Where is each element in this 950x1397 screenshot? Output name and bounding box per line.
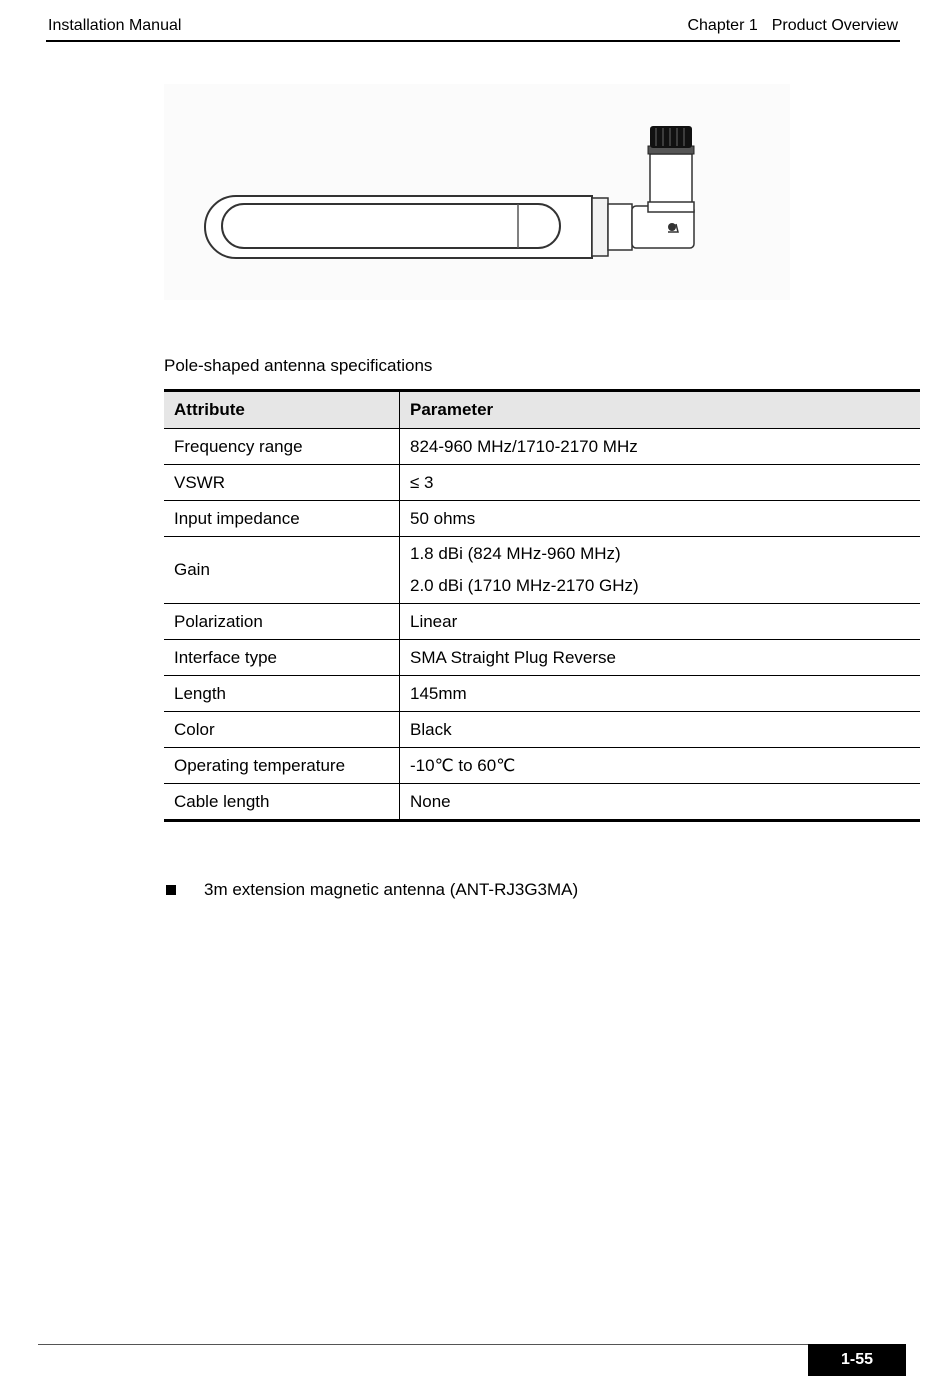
- table-row: [164, 784, 920, 821]
- bullet-list-item: [164, 880, 578, 900]
- chapter-heading: [687, 17, 898, 35]
- attribute-cell: VSWR: [164, 465, 400, 501]
- page-number: 1-55: [840, 1351, 874, 1368]
- parameter-cell: -10℃ to 60℃: [400, 748, 921, 784]
- parameter-cell: Linear: [400, 604, 921, 640]
- attribute-cell: Length: [164, 676, 400, 712]
- page-number-box: [808, 1344, 906, 1376]
- specifications-table: [164, 389, 920, 822]
- page-header: [46, 14, 900, 42]
- attribute-cell: Gain: [164, 537, 400, 604]
- parameter-cell: ≤ 3: [400, 465, 921, 501]
- table-row: [164, 604, 920, 640]
- attribute-cell: Operating temperature: [164, 748, 400, 784]
- square-bullet-icon: [166, 885, 176, 895]
- table-row: [164, 676, 920, 712]
- attribute-cell: Interface type: [164, 640, 400, 676]
- attribute-cell: Frequency range: [164, 429, 400, 465]
- parameter-cell: None: [400, 784, 921, 821]
- parameter-cell: 50 ohms: [400, 501, 921, 537]
- parameter-cell: Black: [400, 712, 921, 748]
- table-header-row: [164, 391, 920, 429]
- parameter-line: 2.0 dBi (1710 MHz-2170 GHz): [410, 576, 639, 595]
- footer-rule: [38, 1344, 808, 1345]
- table-row: [164, 712, 920, 748]
- chapter-title: Product Overview: [771, 17, 898, 34]
- table-row: [164, 429, 920, 465]
- header-parameter: Parameter: [400, 391, 921, 429]
- header-attribute: Attribute: [164, 391, 400, 429]
- attribute-cell: Polarization: [164, 604, 400, 640]
- table-row: [164, 537, 920, 604]
- parameter-cell: SMA Straight Plug Reverse: [400, 640, 921, 676]
- pole-antenna-illustration: [164, 84, 790, 300]
- attribute-cell: Input impedance: [164, 501, 400, 537]
- parameter-cell: 145mm: [400, 676, 921, 712]
- table-row: [164, 748, 920, 784]
- attribute-cell: Color: [164, 712, 400, 748]
- table-caption: Pole-shaped antenna specifications: [164, 356, 433, 375]
- parameter-line: 1.8 dBi (824 MHz-960 MHz): [410, 544, 621, 563]
- attribute-cell: Cable length: [164, 784, 400, 821]
- bullet-text: 3m extension magnetic antenna (ANT-RJ3G3MA): [204, 880, 579, 899]
- antenna-figure: [164, 84, 790, 300]
- manual-title: Installation Manual: [48, 17, 182, 34]
- chapter-number: Chapter 1: [687, 17, 758, 34]
- parameter-cell: 824-960 MHz/1710-2170 MHz: [400, 429, 921, 465]
- table-row: [164, 465, 920, 501]
- table-row: [164, 640, 920, 676]
- table-row: [164, 501, 920, 537]
- parameter-cell: [400, 537, 921, 604]
